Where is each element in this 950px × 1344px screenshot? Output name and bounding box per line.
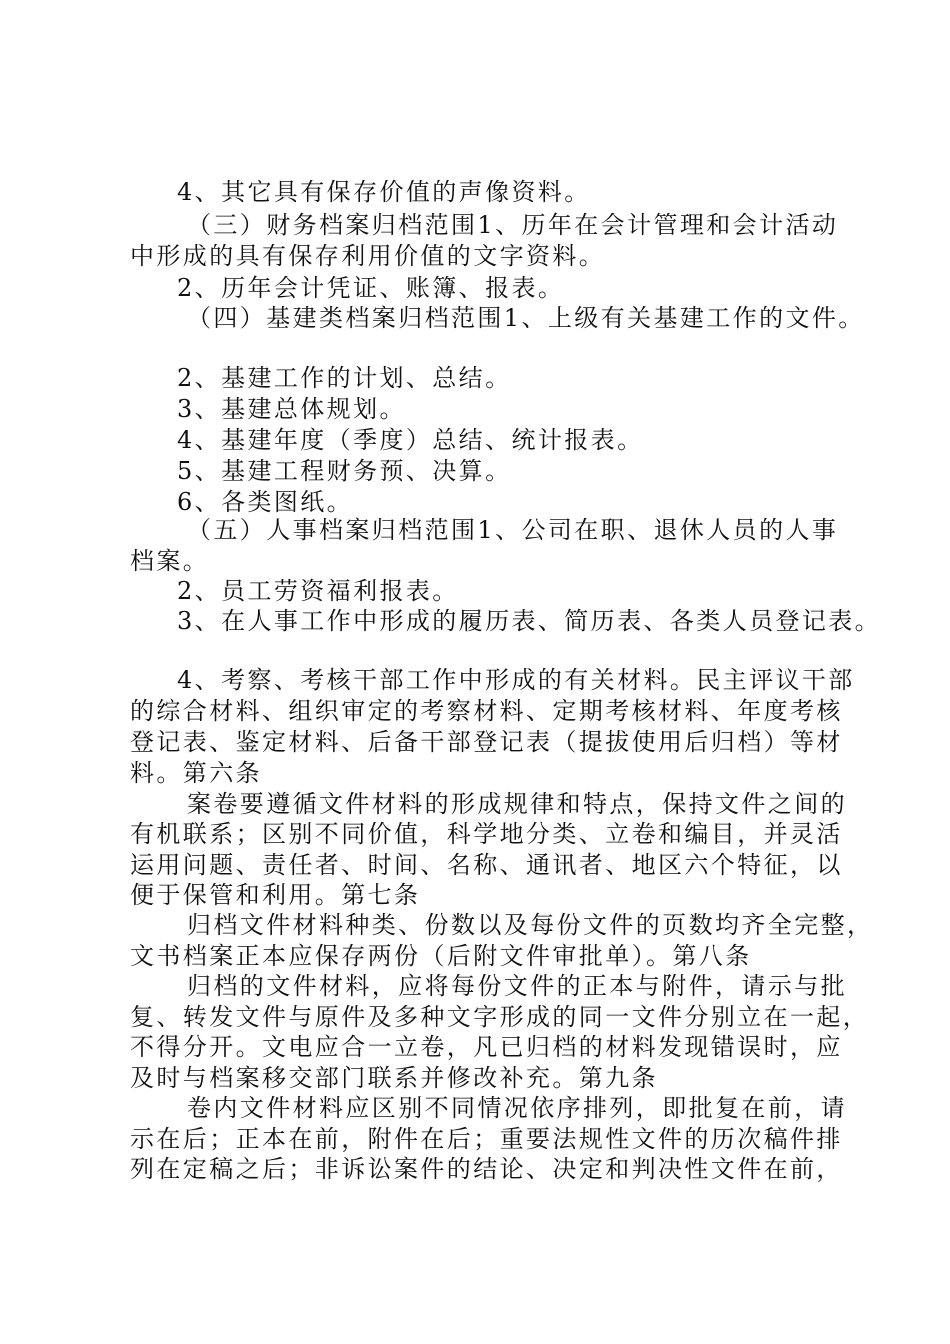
section-heading-line: （五）人事档案归档范围1、公司在职、退休人员的人事	[187, 516, 839, 544]
paragraph-line: 案卷要遵循文件材料的形成规律和特点，保持文件之间的	[187, 790, 847, 818]
paragraph-line: 3、在人事工作中形成的履历表、简历表、各类人员登记表。	[177, 607, 882, 635]
paragraph-line: 的综合材料、组织审定的考察材料、定期考核材料、年度考核	[130, 697, 843, 725]
section-heading-line: （三）财务档案归档范围1、历年在会计管理和会计活动	[187, 211, 839, 239]
paragraph-line: 归档的文件材料，应将每份文件的正本与附件，请示与批	[187, 972, 847, 1000]
paragraph-line: 卷内文件材料应区别不同情况依序排列，即批复在前，请	[187, 1094, 847, 1122]
paragraph-line: 登记表、鉴定材料、后备干部登记表（提拔使用后归档）等材	[130, 728, 843, 756]
paragraph-line: 列在定稿之后；非诉讼案件的结论、决定和判决性文件在前，	[130, 1155, 843, 1183]
paragraph-line: 便于保管和利用。第七条	[130, 881, 421, 909]
paragraph-line: 不得分开。文电应合一立卷，凡已归档的材料发现错误时，应	[130, 1033, 843, 1061]
paragraph-line: 4、其它具有保存价值的声像资料。	[177, 178, 591, 206]
paragraph-line: 运用问题、责任者、时间、名称、通讯者、地区六个特征，以	[130, 851, 843, 879]
paragraph-line: 及时与档案移交部门联系并修改补充。第九条	[130, 1064, 658, 1092]
paragraph-line: 2、基建工作的计划、总结。	[177, 364, 512, 392]
paragraph-line: 2、历年会计凭证、账簿、报表。	[177, 274, 565, 302]
section-heading-line: （四）基建类档案归档范围1、上级有关基建工作的文件。	[187, 304, 865, 332]
paragraph-line: 档案。	[130, 547, 210, 575]
paragraph-line: 4、考察、考核干部工作中形成的有关材料。民主评议干部	[177, 666, 855, 694]
paragraph-line: 5、基建工程财务预、决算。	[177, 457, 512, 485]
paragraph-line: 4、基建年度（季度）总结、统计报表。	[177, 426, 644, 454]
paragraph-line: 中形成的具有保存利用价值的文字资料。	[130, 242, 606, 270]
paragraph-line: 复、转发文件与原件及多种文字形成的同一文件分别立在一起，	[130, 1003, 870, 1031]
paragraph-line: 料。第六条	[130, 759, 262, 787]
paragraph-line: 文书档案正本应保存两份（后附文件审批单）。第八条	[130, 942, 752, 970]
paragraph-line: 6、各类图纸。	[177, 488, 354, 516]
paragraph-line: 有机联系；区别不同价值，科学地分类、立卷和编目，并灵活	[130, 820, 843, 848]
paragraph-line: 2、员工劳资福利报表。	[177, 577, 459, 605]
paragraph-line: 示在后；正本在前，附件在后；重要法规性文件的历次稿件排	[130, 1125, 843, 1153]
paragraph-line: 3、基建总体规划。	[177, 395, 406, 423]
paragraph-line: 归档文件材料种类、份数以及每份文件的页数均齐全完整，	[187, 911, 874, 939]
